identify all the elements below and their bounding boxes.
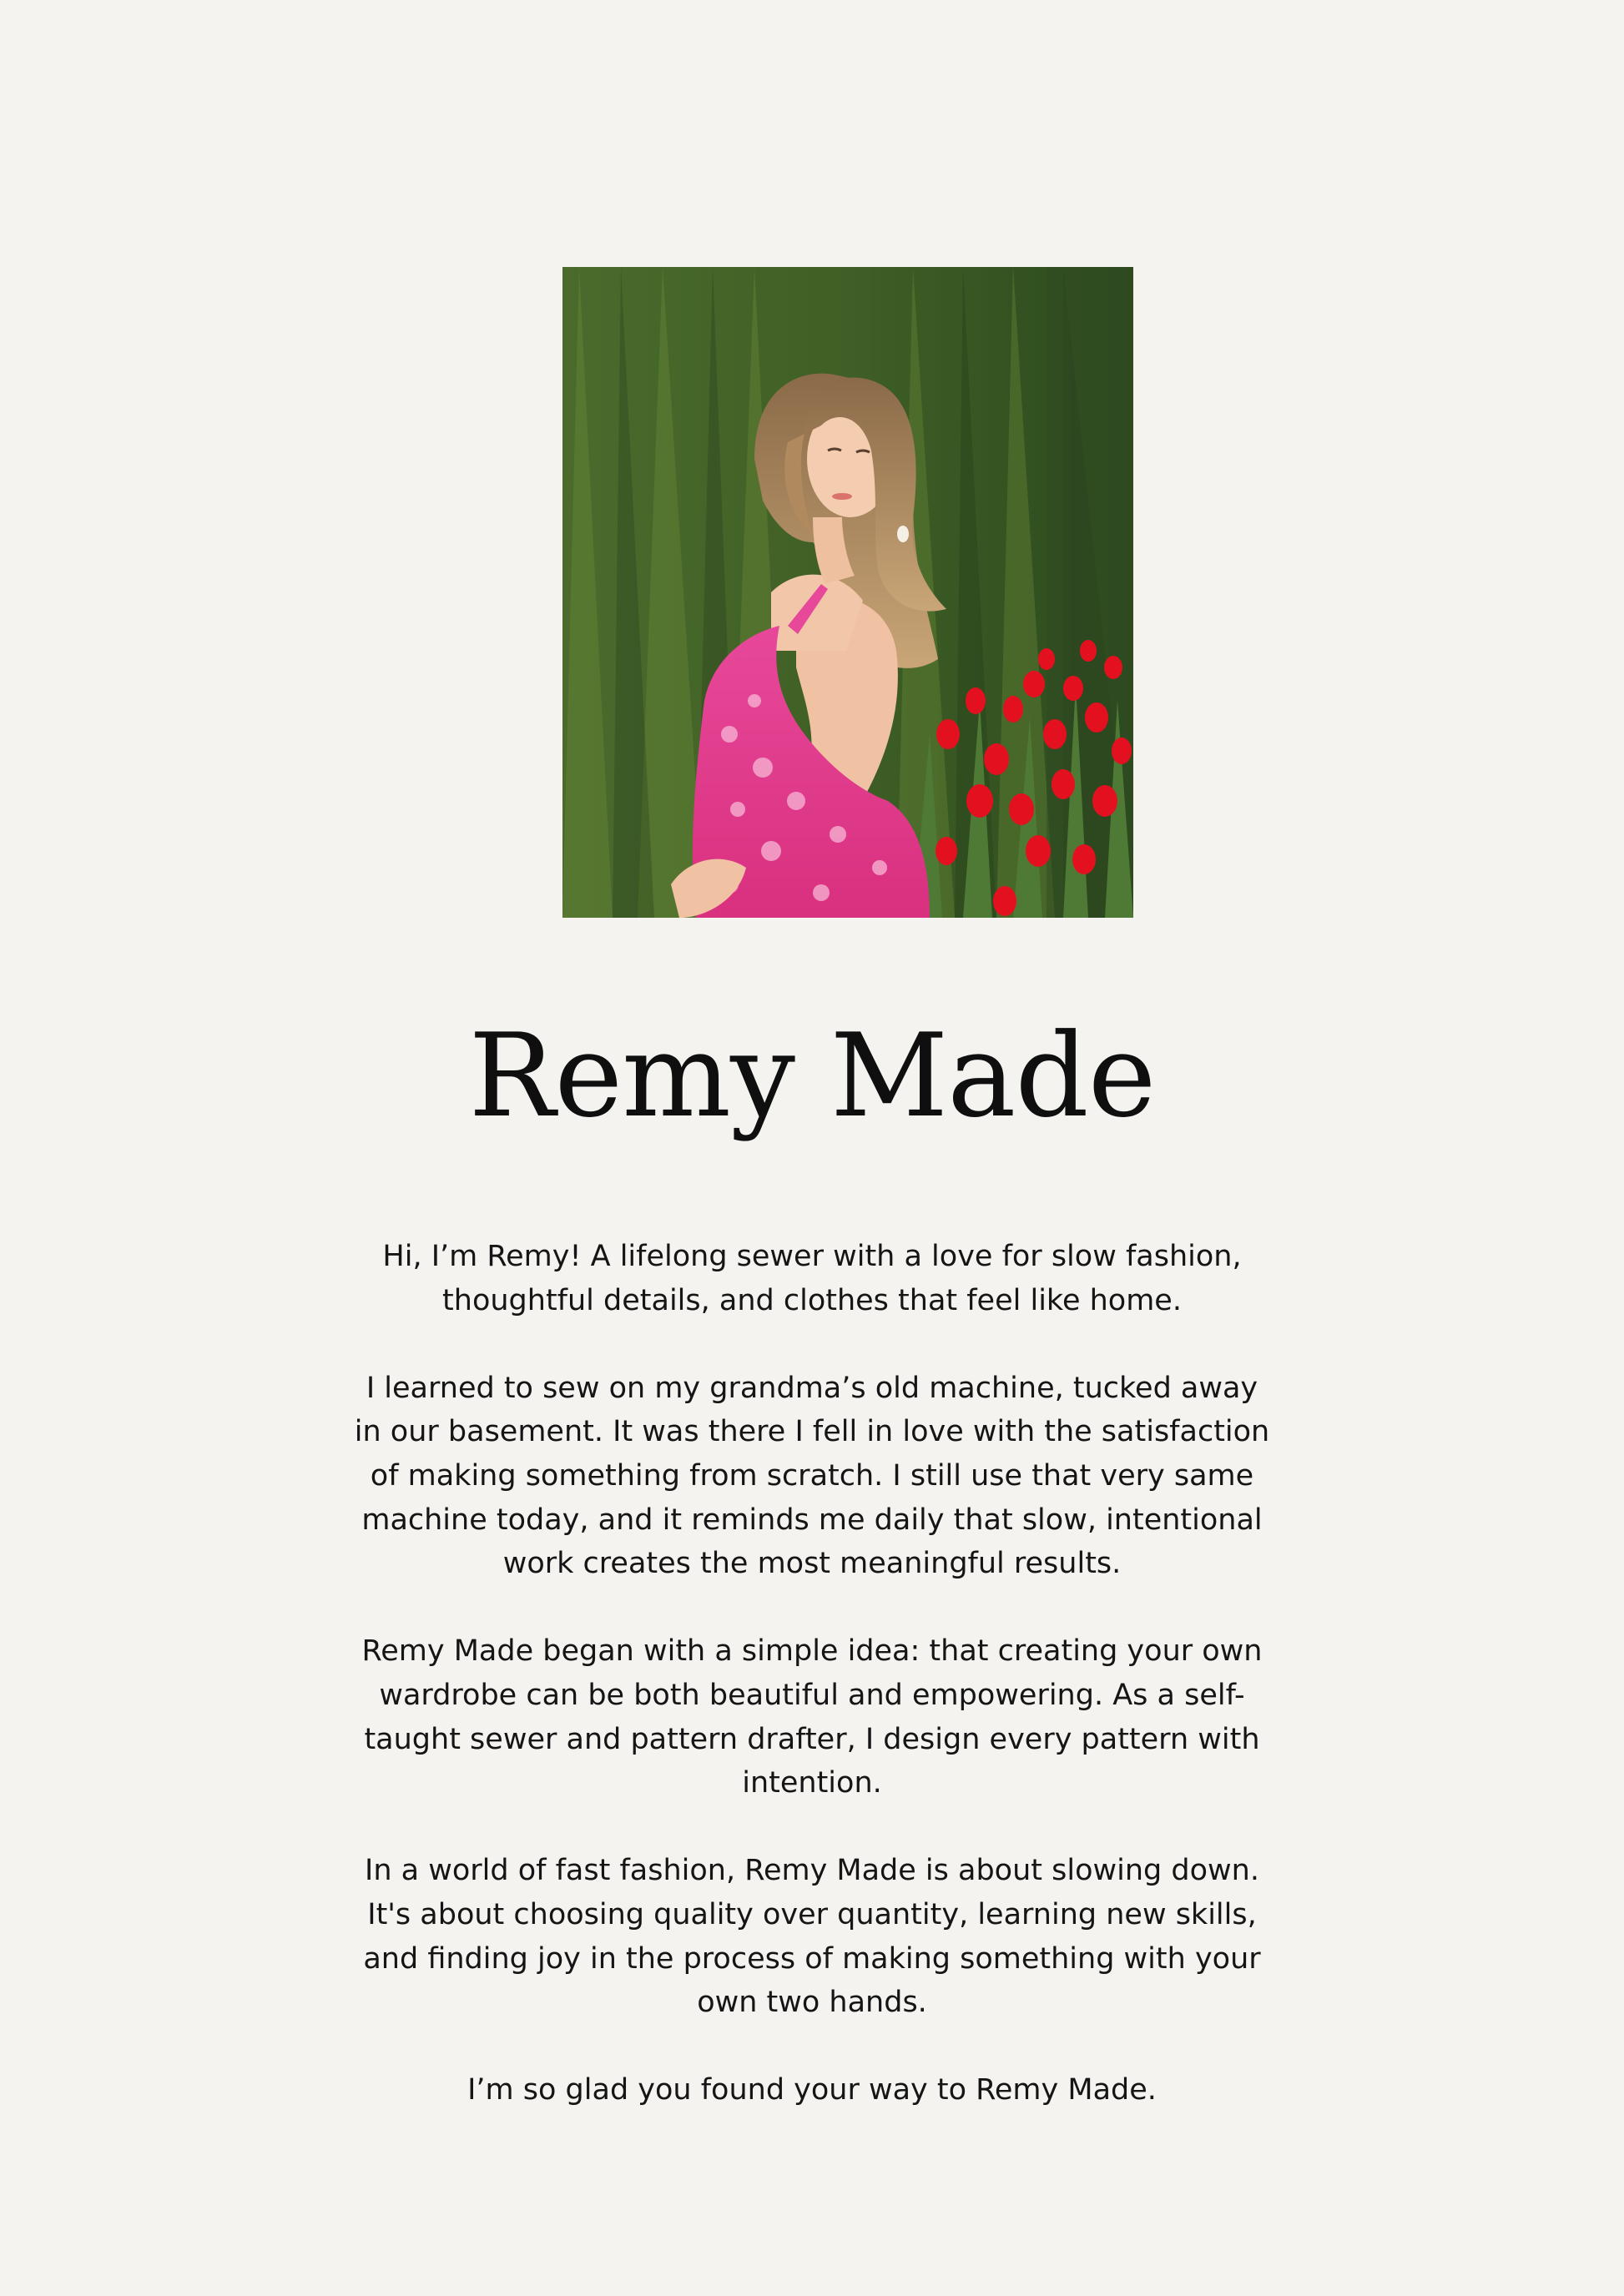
bio-paragraph-slow-fashion: In a world of fast fashion, Remy Made is about slowing down. It's about choosing quality over quantity, learning new skills, and finding joy in the process of making something with your own two hands. xyxy=(363,1854,1261,2020)
bio-paragraph-origin: I learned to sew on my grandma’s old machine, tucked away in our basement. It was there I fell in love with the satisfaction of making something from scratch. I still use that very same machine today, and it reminds me daily that slow, intentional work creates the most meaningful results. xyxy=(354,1371,1270,1581)
portrait-photo xyxy=(562,267,1133,918)
bio-paragraph-closing: I’m so glad you found your way to Remy Made. xyxy=(467,2073,1157,2107)
bio-paragraph-mission: Remy Made began with a simple idea: that creating your own wardrobe can be both beautiful and empowering. As a self-taught sewer and pattern drafter, I design every pattern with intention. xyxy=(361,1634,1263,1800)
bio-paragraph-intro: Hi, I’m Remy! A lifelong sewer with a love for slow fashion, thoughtful details, and clothes that feel like home. xyxy=(382,1240,1242,1317)
page-title: Remy Made xyxy=(468,1009,1156,1143)
bio-text xyxy=(351,1235,1273,2156)
portrait-illustration xyxy=(562,267,1133,918)
